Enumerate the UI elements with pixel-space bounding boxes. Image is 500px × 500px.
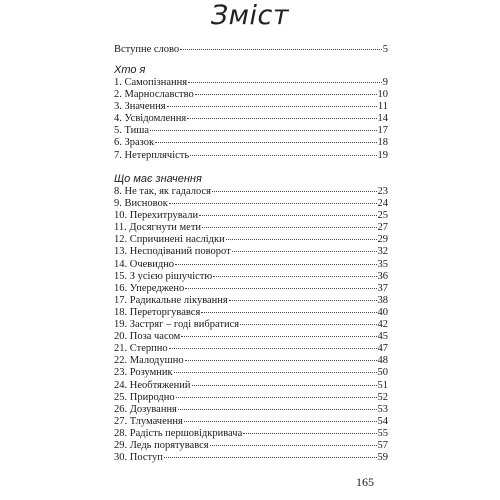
toc-entry [114,222,388,234]
toc-entry [114,137,388,149]
entry-page-number: 36 [377,270,388,282]
dot-leader [185,288,376,289]
entry-page-number: 32 [377,246,388,258]
entry-label: 30. Поступ [114,452,163,464]
dot-leader [181,336,376,337]
entry-page-number: 17 [377,125,388,137]
entry-label: 12. Спричинені наслідки [114,234,225,246]
toc-entry [114,198,388,210]
entry-label: 19. Застряг – годі вибратися [114,319,240,331]
dot-leader [195,94,377,95]
dot-leader [185,360,377,361]
entry-label: Вступне слово [114,44,180,55]
entry-page-number: 42 [377,319,388,331]
toc-entry [114,343,388,355]
entry-page-number: 14 [377,113,388,125]
toc-entry [114,440,388,452]
entry-label: 24. Необтяжений [114,379,191,391]
toc-intro [114,44,388,56]
entry-page-number: 48 [377,355,388,367]
dot-leader [174,372,377,373]
entry-label: 3. Значення [114,101,166,113]
entry-page-number: 35 [377,258,388,270]
entry-label: 27. Тлумачення [114,415,183,427]
toc-entry [114,101,388,113]
entry-page-number: 10 [377,89,388,101]
entry-label: 9. Висновок [114,198,168,210]
toc-entry [114,259,388,271]
entry-label: 18. Переторгувався [114,306,201,318]
dot-leader [188,82,382,83]
toc-entry [114,367,388,379]
dot-leader [240,324,376,325]
entry-page-number: 23 [377,186,388,197]
entry-page-number: 18 [377,137,388,149]
entry-page-number: 54 [377,415,388,427]
toc-entry [114,210,388,222]
entry-label: 21. Стерпно [114,343,168,355]
entry-label: 26. Дозування [114,403,177,415]
dot-leader [175,264,376,265]
dot-leader [169,348,377,349]
dot-leader [232,251,377,252]
dot-leader [190,155,376,156]
dot-leader [213,276,376,277]
dot-leader [201,312,376,313]
entry-label: 6. Зразок [114,137,155,149]
dot-leader [155,142,376,143]
entry-page-number: 40 [377,306,388,318]
entry-page-number: 51 [377,379,388,391]
entry-page-number: 9 [382,77,388,88]
toc-entry [114,283,388,295]
toc-section-who-am-i [114,64,388,162]
toc-entry [114,44,388,56]
toc-entry [114,246,388,258]
toc-entry [114,452,388,464]
dot-leader [150,130,376,131]
dot-leader [176,397,377,398]
toc-entry [114,125,388,137]
toc-entry [114,416,388,428]
entry-label: 11. Досягнути мети [114,222,202,234]
toc-entry [114,404,388,416]
toc-entry [114,113,388,125]
toc-entry [114,150,388,162]
entry-page-number: 29 [377,234,388,246]
entry-label: 23. Розумник [114,367,173,379]
entry-label: 1. Самопізнання [114,77,188,88]
entry-page-number: 53 [377,403,388,415]
entry-label: 10. Перехитрували [114,210,199,222]
entry-label: 28. Радість першовідкривача [114,427,243,439]
dot-leader [229,300,377,301]
dot-leader [202,227,376,228]
entry-page-number: 55 [377,427,388,439]
entry-label: 25. Природно [114,391,175,403]
dot-leader [184,421,377,422]
entry-page-number: 59 [377,452,388,464]
toc-entry [114,307,388,319]
toc-section-what-matters [114,173,388,464]
entry-label: 20. Поза часом [114,331,181,343]
toc-entry [114,380,388,392]
dot-leader [243,433,376,434]
entry-label: 7. Нетерплячість [114,149,190,161]
entry-label: 29. Ледь порятувався [114,439,209,451]
entry-page-number: 52 [377,391,388,403]
section-title: Що має значення [114,173,202,185]
entry-label: 2. Марнославство [114,89,194,101]
entry-page-number: 45 [377,331,388,343]
dot-leader [212,191,377,192]
entry-page-number: 38 [377,294,388,306]
entry-label: 8. Не так, як гадалося [114,186,211,197]
entry-page-number: 50 [377,367,388,379]
toc-entry [114,392,388,404]
entry-page-number: 11 [377,101,388,113]
dot-leader [167,106,377,107]
entry-page-number: 24 [377,198,388,210]
entry-label: 22. Малодушно [114,355,184,367]
entry-page-number: 27 [377,222,388,234]
entry-label: 4. Усвідомлення [114,113,187,125]
entry-label: 13. Несподіваний поворот [114,246,231,258]
toc-entry [114,428,388,440]
toc-entry [114,355,388,367]
entry-page-number: 37 [377,282,388,294]
toc-entry [114,319,388,331]
dot-leader [226,239,377,240]
toc-entry [114,331,388,343]
entry-label: 16. Упереджено [114,282,185,294]
dot-leader [178,409,377,410]
dot-leader [192,385,377,386]
entry-label: 17. Радикальне лікування [114,294,228,306]
toc-entry [114,295,388,307]
entry-label: 14. Очевидно [114,258,175,270]
toc-entry [114,89,388,101]
toc-entry [114,186,388,198]
dot-leader [180,49,382,50]
dot-leader [199,215,376,216]
toc-entry [114,234,388,246]
entry-label: 15. З усією рішучістю [114,270,213,282]
entry-page-number: 57 [377,439,388,451]
toc-entry [114,77,388,89]
toc-entry [114,271,388,283]
page-title: Зміст [210,0,290,31]
page-number: 165 [356,475,374,489]
dot-leader [169,203,377,204]
dot-leader [164,457,377,458]
section-title: Хто я [114,64,146,76]
dot-leader [187,118,376,119]
entry-page-number: 5 [382,44,388,55]
entry-page-number: 19 [377,149,388,161]
entry-page-number: 47 [377,343,388,355]
entry-label: 5. Тиша [114,125,150,137]
entry-page-number: 25 [377,210,388,222]
dot-leader [210,445,377,446]
